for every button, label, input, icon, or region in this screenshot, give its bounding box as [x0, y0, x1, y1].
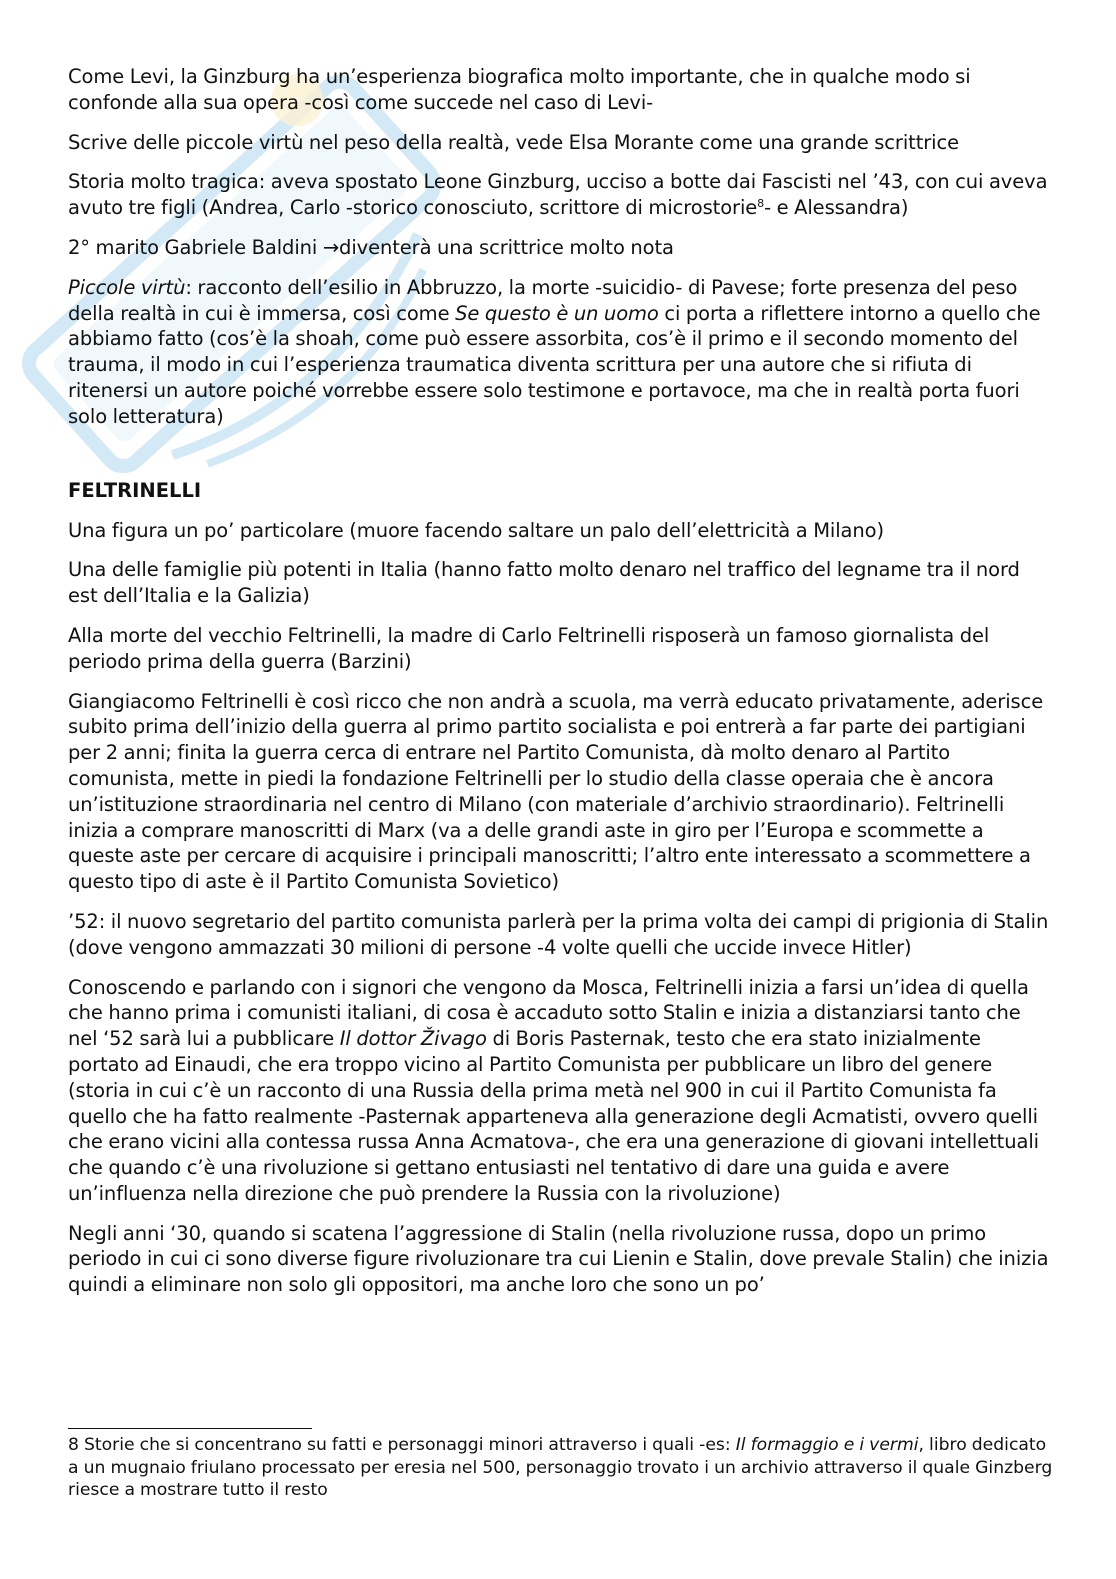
section-heading: FELTRINELLI: [68, 478, 202, 502]
paragraph-levi-ginzburg: Come Levi, la Ginzburg ha un’esperienza biografica molto importante, che in qualche modo si confonde alla sua opera -così come succede nel caso di Levi-: [68, 65, 971, 114]
footnote: 8 Storie che si concentrano su fatti e personaggi minori attraverso i quali -es: Il formaggio e i vermi, libro dedicato a un mugnaio friulano processato per eresia nel 500, personaggio trovato i un archivio attraverso il quale Ginzberg riesce a mostrare tutto il resto: [68, 1435, 1053, 1500]
paragraph-storia-tragica: Storia molto tragica: aveva spostato Leone Ginzburg, ucciso a botte dai Fascisti nel ’43, con cui aveva avuto tre figli (Andrea, Carlo -storico conosciuto, scrittore di microstorie$^8$- e Alessandra): [68, 170, 1048, 220]
book-title: Il formaggio e i vermi: [735, 1435, 919, 1455]
book-title: Il dottor Živago: [339, 1027, 487, 1051]
paragraph-secondo-marito: 2° marito Gabriele Baldini →diventerà una scrittrice molto nota: [68, 235, 674, 259]
book-title: Piccole virtù: [68, 275, 186, 299]
paragraph-figura: Una figura un po’ particolare (muore facendo saltare un palo dell’elettricità a Milano): [68, 518, 885, 542]
paragraph-piccole-virtu: Scrive delle piccole virtù nel peso della realtà, vede Elsa Morante come una grande scrittrice: [68, 130, 959, 154]
paragraph-vecchio-feltrinelli: Alla morte del vecchio Feltrinelli, la madre di Carlo Feltrinelli risposerà un famoso giornalista del periodo prima della guerra (Barzini): [68, 623, 990, 673]
document-body: [68, 64, 1053, 1312]
paragraph-52: ’52: il nuovo segretario del partito comunista parlerà per la prima volta dei campi di prigionia di Stalin (dove vengono ammazzati 30 milioni di persone -4 volte quelli che uccide invece Hitler): [68, 909, 1049, 959]
paragraph-giangiacomo: Giangiacomo Feltrinelli è così ricco che non andrà a scuola, ma verrà educato privatamente, aderisce subito prima dell’inizio della guerra al primo partito socialista e poi entrerà a far parte dei partigiani per 2 anni; finita la guerra cerca di entrare nel Partito Comunista, dà molto denaro al Partito comunista, mette in piedi la fondazione Feltrinelli per lo studio della classe operaia che è ancora un’istituzione straordinaria nel centro di Milano (con materiale d’archivio straordinario). Feltrinelli inizia a comprare manoscritti di Marx (va a delle grandi aste in giro per l’Europa e scommette a queste aste per cercare di acquisire i principali manoscritti; l’altro ente interessato a scommettere a questo tipo di aste è il Partito Comunista Sovietico): [68, 689, 1044, 894]
paragraph-zivago: Conoscendo e parlando con i signori che vengono da Mosca, Feltrinelli inizia a farsi un’idea di quella che hanno prima i comunisti italiani, di cosa è accaduto sotto Stalin e inizia a distanziarsi tanto che nel ‘52 sarà lui a pubblicare Il dottor Živago di Boris Pasternak, testo che era stato inizialmente portato ad Einaudi, che era troppo vicino al Partito Comunista per pubblicare un libro del genere (storia in cui c’è un racconto di una Russia della prima metà nel 900 in cui il Partito Comunista fa quello che ha fatto realmente -Pasternak apparteneva alla generazione degli Acmatisti, ovvero quelli che erano vicini alla contessa russa Anna Acmatova-, che era una generazione di giovani intellettuali che quando c’è una rivoluzione si gettano entusiasti nel tentativo di dare una guida e avere un’influenza nella direzione che può prendere la Russia con la rivoluzione): [68, 975, 1039, 1205]
footnote-ref: 8: [757, 197, 765, 211]
book-title: Se questo è un uomo: [455, 301, 659, 325]
paragraph-famiglie: Una delle famiglie più potenti in Italia (hanno fatto molto denaro nel traffico del legname tra il nord est dell’Italia e la Galizia): [68, 558, 1020, 608]
footnote-divider: [68, 1428, 312, 1429]
paragraph-piccole-virtu-racconto: Piccole virtù: racconto dell’esilio in Abbruzzo, la morte -suicidio- di Pavese; forte presenza del peso della realtà in cui è immersa, così come Se questo è un uomo ci porta a riflettere intorno a quello che abbiamo fatto (cos’è la shoah, come può essere assorbita, cos’è il primo e il secondo momento del trauma, il modo in cui l’esperienza traumatica diventa scrittura per una autore che si rifiuta di ritenersi un autore poiché vorrebbe essere solo testimone e portavoce, ma che in realtà porta fuori solo letteratura): [68, 275, 1041, 428]
paragraph-anni-30: Negli anni ‘30, quando si scatena l’aggressione di Stalin (nella rivoluzione russa, dopo un primo periodo in cui ci sono diverse figure rivoluzionare tra cui Lienin e Stalin, dove prevale Stalin) che inizia quindi a eliminare non solo gli oppositori, ma anche loro che sono un po’: [68, 1221, 1049, 1297]
